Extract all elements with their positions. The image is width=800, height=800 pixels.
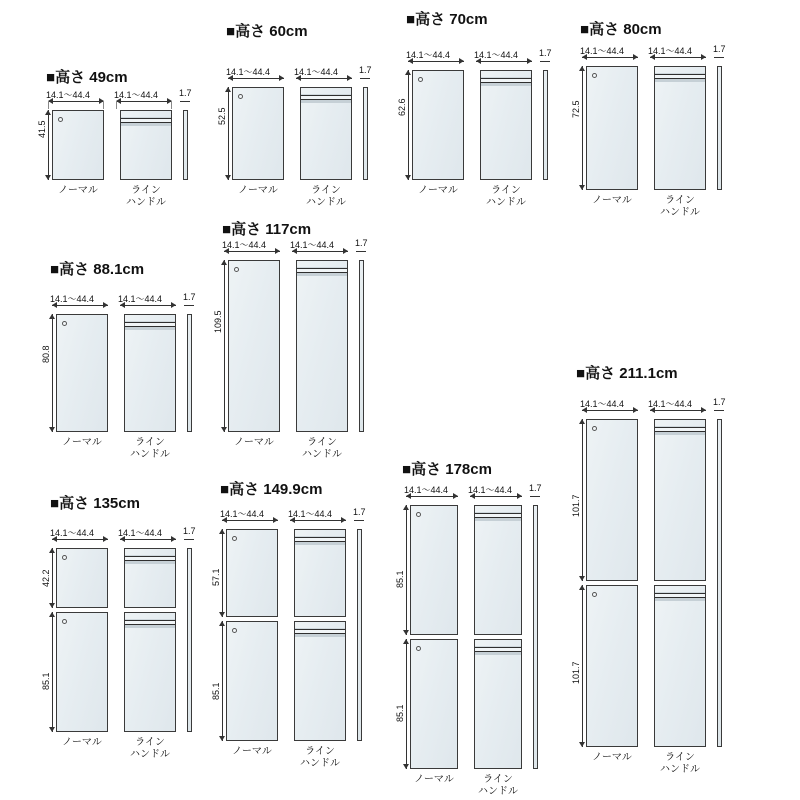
caption-line-handle xyxy=(480,185,532,209)
depth-dim: 1.7 xyxy=(529,483,542,493)
handle-knob-icon xyxy=(592,426,597,431)
caption-normal-text: ノーマル xyxy=(592,752,632,763)
panel-line-handle-lower[interactable] xyxy=(124,612,176,732)
line-handle-stripe xyxy=(301,94,351,103)
caption-line-handle xyxy=(300,185,352,209)
title-text: 高さ 70cm xyxy=(415,11,488,28)
caption-line-2: ハンドル xyxy=(486,197,526,208)
group-title xyxy=(50,492,140,513)
title-text: 高さ 60cm xyxy=(235,23,308,40)
handle-knob-icon xyxy=(232,628,237,633)
title-text: 高さ 149.9cm xyxy=(229,481,323,498)
panel-normal-lower[interactable] xyxy=(56,612,108,732)
panel-line-handle[interactable] xyxy=(480,70,532,180)
caption-line-1: ライン xyxy=(483,774,513,785)
caption-line-handle xyxy=(296,437,348,461)
width-dim-normal: 14.1〜44.4 xyxy=(220,509,265,519)
width-dim-normal: 14.1〜44.4 xyxy=(404,485,449,495)
depth-dim: 1.7 xyxy=(539,48,552,58)
title-square-icon: ■ xyxy=(580,21,590,38)
line-handle-stripe xyxy=(125,321,175,330)
caption-normal xyxy=(586,752,638,764)
caption-normal-text: ノーマル xyxy=(418,185,458,196)
panel-line-handle[interactable] xyxy=(120,110,172,180)
caption-normal xyxy=(52,185,104,197)
handle-knob-icon xyxy=(418,77,423,82)
caption-normal-text: ノーマル xyxy=(62,437,102,448)
line-handle-stripe xyxy=(295,628,345,637)
group-h178 xyxy=(392,458,592,798)
panel-line-handle-lower[interactable] xyxy=(294,621,346,741)
width-dim-line: 14.1〜44.4 xyxy=(118,528,163,538)
caption-normal-text: ノーマル xyxy=(234,437,274,448)
caption-normal-text: ノーマル xyxy=(592,195,632,206)
caption-line-2: ハンドル xyxy=(130,749,170,760)
panel-side-depth[interactable] xyxy=(363,87,368,180)
title-square-icon: ■ xyxy=(576,365,586,382)
title-text: 高さ 178cm xyxy=(411,461,492,478)
caption-normal xyxy=(410,774,458,786)
panel-normal-lower[interactable] xyxy=(586,585,638,747)
group-h1499 xyxy=(206,478,416,798)
group-title xyxy=(46,66,128,87)
panel-side-depth[interactable] xyxy=(543,70,548,180)
panel-side-depth[interactable] xyxy=(359,260,364,432)
depth-dim: 1.7 xyxy=(713,44,726,54)
width-dim-line: 14.1〜44.4 xyxy=(294,67,339,77)
caption-line-2: ハンドル xyxy=(302,449,342,460)
group-h117 xyxy=(208,218,418,458)
caption-line-1: ライン xyxy=(305,746,335,757)
caption-normal xyxy=(228,437,280,449)
panel-normal-upper[interactable] xyxy=(56,548,108,608)
caption-line-handle xyxy=(474,774,522,798)
height-dim-lower: 101.7 xyxy=(571,661,581,684)
height-dim: 52.5 xyxy=(217,107,227,125)
caption-normal xyxy=(56,437,108,449)
panel-normal-upper[interactable] xyxy=(226,529,278,617)
caption-line-1: ライン xyxy=(307,437,337,448)
handle-knob-icon xyxy=(58,117,63,122)
caption-line-2: ハンドル xyxy=(660,207,700,218)
title-square-icon: ■ xyxy=(220,481,230,498)
caption-normal-text: ノーマル xyxy=(238,185,278,196)
depth-dim: 1.7 xyxy=(355,238,368,248)
panel-side-depth[interactable] xyxy=(533,505,538,769)
caption-normal-text: ノーマル xyxy=(414,774,454,785)
panel-normal-upper[interactable] xyxy=(586,419,638,581)
handle-knob-icon xyxy=(62,321,67,326)
title-square-icon: ■ xyxy=(226,23,236,40)
caption-line-2: ハンドル xyxy=(300,758,340,769)
line-handle-stripe xyxy=(121,117,171,126)
width-dim-normal: 14.1〜44.4 xyxy=(222,240,267,250)
title-square-icon: ■ xyxy=(222,221,232,238)
depth-dim: 1.7 xyxy=(359,65,372,75)
caption-normal xyxy=(226,746,278,758)
panel-line-handle-lower[interactable] xyxy=(474,639,522,769)
width-dim-line: 14.1〜44.4 xyxy=(118,294,163,304)
caption-line-2: ハンドル xyxy=(660,764,700,775)
line-handle-stripe xyxy=(655,73,705,82)
height-dim: 41.5 xyxy=(37,120,47,138)
panel-side-depth[interactable] xyxy=(183,110,188,180)
depth-dim: 1.7 xyxy=(713,397,726,407)
depth-dim: 1.7 xyxy=(183,526,196,536)
width-dim-line: 14.1〜44.4 xyxy=(468,485,513,495)
line-handle-stripe xyxy=(475,512,521,521)
caption-line-handle xyxy=(654,752,706,776)
width-dim-line: 14.1〜44.4 xyxy=(474,50,519,60)
panel-normal-lower[interactable] xyxy=(410,639,458,769)
caption-line-2: ハンドル xyxy=(126,197,166,208)
title-text: 高さ 117cm xyxy=(231,221,312,238)
panel-normal[interactable] xyxy=(228,260,280,432)
caption-line-2: ハンドル xyxy=(478,786,518,797)
depth-dim: 1.7 xyxy=(179,88,192,98)
title-text: 高さ 80cm xyxy=(589,21,662,38)
group-title xyxy=(402,458,492,479)
caption-normal xyxy=(56,737,108,749)
group-h60 xyxy=(208,20,408,210)
group-title xyxy=(222,218,311,239)
panel-side-depth[interactable] xyxy=(187,548,192,732)
height-dim: 80.8 xyxy=(41,345,51,363)
handle-knob-icon xyxy=(416,646,421,651)
caption-line-2: ハンドル xyxy=(306,197,346,208)
handle-knob-icon xyxy=(416,512,421,517)
title-square-icon: ■ xyxy=(46,69,56,86)
group-title xyxy=(580,18,662,39)
group-title xyxy=(576,362,678,383)
panel-side-depth[interactable] xyxy=(717,419,722,747)
line-handle-stripe xyxy=(295,536,345,545)
caption-line-1: ライン xyxy=(665,195,695,206)
height-dim: 62.6 xyxy=(397,98,407,116)
caption-normal-text: ノーマル xyxy=(58,185,98,196)
group-title xyxy=(406,8,488,29)
caption-normal xyxy=(412,185,464,197)
caption-normal-text: ノーマル xyxy=(62,737,102,748)
handle-knob-icon xyxy=(234,267,239,272)
width-dim-line: 14.1〜44.4 xyxy=(648,46,693,56)
panel-line-handle[interactable] xyxy=(654,66,706,190)
title-text: 高さ 135cm xyxy=(59,495,140,512)
height-dim-lower: 85.1 xyxy=(395,704,405,722)
width-dim-normal: 14.1〜44.4 xyxy=(226,67,271,77)
handle-knob-icon xyxy=(592,592,597,597)
panel-line-handle-lower[interactable] xyxy=(654,585,706,747)
width-dim-line: 14.1〜44.4 xyxy=(114,90,159,100)
caption-line-1: ライン xyxy=(491,185,521,196)
height-dim-lower: 85.1 xyxy=(211,682,221,700)
title-square-icon: ■ xyxy=(50,495,60,512)
caption-line-handle xyxy=(294,746,346,770)
handle-knob-icon xyxy=(62,555,67,560)
panel-normal[interactable] xyxy=(232,87,284,180)
panel-side-depth[interactable] xyxy=(187,314,192,432)
panel-line-handle[interactable] xyxy=(300,87,352,180)
group-h2111 xyxy=(566,362,781,800)
height-dim-upper: 85.1 xyxy=(395,570,405,588)
width-dim-normal: 14.1〜44.4 xyxy=(406,50,451,60)
width-dim-normal: 14.1〜44.4 xyxy=(50,294,95,304)
title-text: 高さ 211.1cm xyxy=(585,365,678,382)
line-handle-stripe xyxy=(297,267,347,276)
line-handle-stripe xyxy=(655,592,705,601)
caption-line-handle xyxy=(124,437,176,461)
group-h70 xyxy=(392,8,592,208)
caption-line-1: ライン xyxy=(131,185,161,196)
handle-knob-icon xyxy=(238,94,243,99)
caption-normal-text: ノーマル xyxy=(232,746,272,757)
width-dim-normal: 14.1〜44.4 xyxy=(50,528,95,538)
panel-line-handle-upper[interactable] xyxy=(294,529,346,617)
handle-knob-icon xyxy=(592,73,597,78)
line-handle-stripe xyxy=(125,555,175,564)
line-handle-stripe xyxy=(655,426,705,435)
height-dim: 72.5 xyxy=(571,100,581,118)
height-dim-upper: 42.2 xyxy=(41,569,51,587)
panel-line-handle[interactable] xyxy=(124,314,176,432)
panel-normal[interactable] xyxy=(412,70,464,180)
group-title xyxy=(226,20,308,41)
panel-line-handle-upper[interactable] xyxy=(124,548,176,608)
title-text: 高さ 49cm xyxy=(55,69,128,86)
panel-side-depth[interactable] xyxy=(357,529,362,741)
title-square-icon: ■ xyxy=(402,461,412,478)
height-dim-lower: 85.1 xyxy=(41,672,51,690)
width-dim-normal: 14.1〜44.4 xyxy=(46,90,91,100)
caption-line-handle xyxy=(120,185,172,209)
title-text: 高さ 88.1cm xyxy=(59,261,145,278)
panel-normal[interactable] xyxy=(52,110,104,180)
panel-normal[interactable] xyxy=(56,314,108,432)
depth-dim: 1.7 xyxy=(183,292,196,302)
panel-normal[interactable] xyxy=(586,66,638,190)
panel-side-depth[interactable] xyxy=(717,66,722,190)
caption-line-handle xyxy=(124,737,176,761)
panel-line-handle[interactable] xyxy=(296,260,348,432)
title-square-icon: ■ xyxy=(406,11,416,28)
width-dim-normal: 14.1〜44.4 xyxy=(580,399,625,409)
caption-line-1: ライン xyxy=(311,185,341,196)
line-handle-stripe xyxy=(481,77,531,86)
caption-line-1: ライン xyxy=(135,737,165,748)
panel-line-handle-upper[interactable] xyxy=(474,505,522,635)
height-dim-upper: 101.7 xyxy=(571,494,581,517)
width-dim-line: 14.1〜44.4 xyxy=(648,399,693,409)
panel-line-handle-upper[interactable] xyxy=(654,419,706,581)
caption-normal xyxy=(232,185,284,197)
handle-knob-icon xyxy=(62,619,67,624)
depth-dim: 1.7 xyxy=(353,507,366,517)
caption-line-1: ライン xyxy=(135,437,165,448)
width-dim-line: 14.1〜44.4 xyxy=(290,240,335,250)
caption-line-2: ハンドル xyxy=(130,449,170,460)
group-title xyxy=(220,478,322,499)
line-handle-stripe xyxy=(475,646,521,655)
panel-normal-upper[interactable] xyxy=(410,505,458,635)
panel-normal-lower[interactable] xyxy=(226,621,278,741)
handle-knob-icon xyxy=(232,536,237,541)
caption-line-1: ライン xyxy=(665,752,695,763)
title-square-icon: ■ xyxy=(50,261,60,278)
group-title xyxy=(50,258,144,279)
height-dim: 109.5 xyxy=(213,310,223,333)
width-dim-normal: 14.1〜44.4 xyxy=(580,46,625,56)
caption-line-handle xyxy=(654,195,706,219)
line-handle-stripe xyxy=(125,619,175,628)
width-dim-line: 14.1〜44.4 xyxy=(288,509,333,519)
caption-normal xyxy=(586,195,638,207)
height-dim-upper: 57.1 xyxy=(211,568,221,586)
group-h80 xyxy=(566,0,776,218)
